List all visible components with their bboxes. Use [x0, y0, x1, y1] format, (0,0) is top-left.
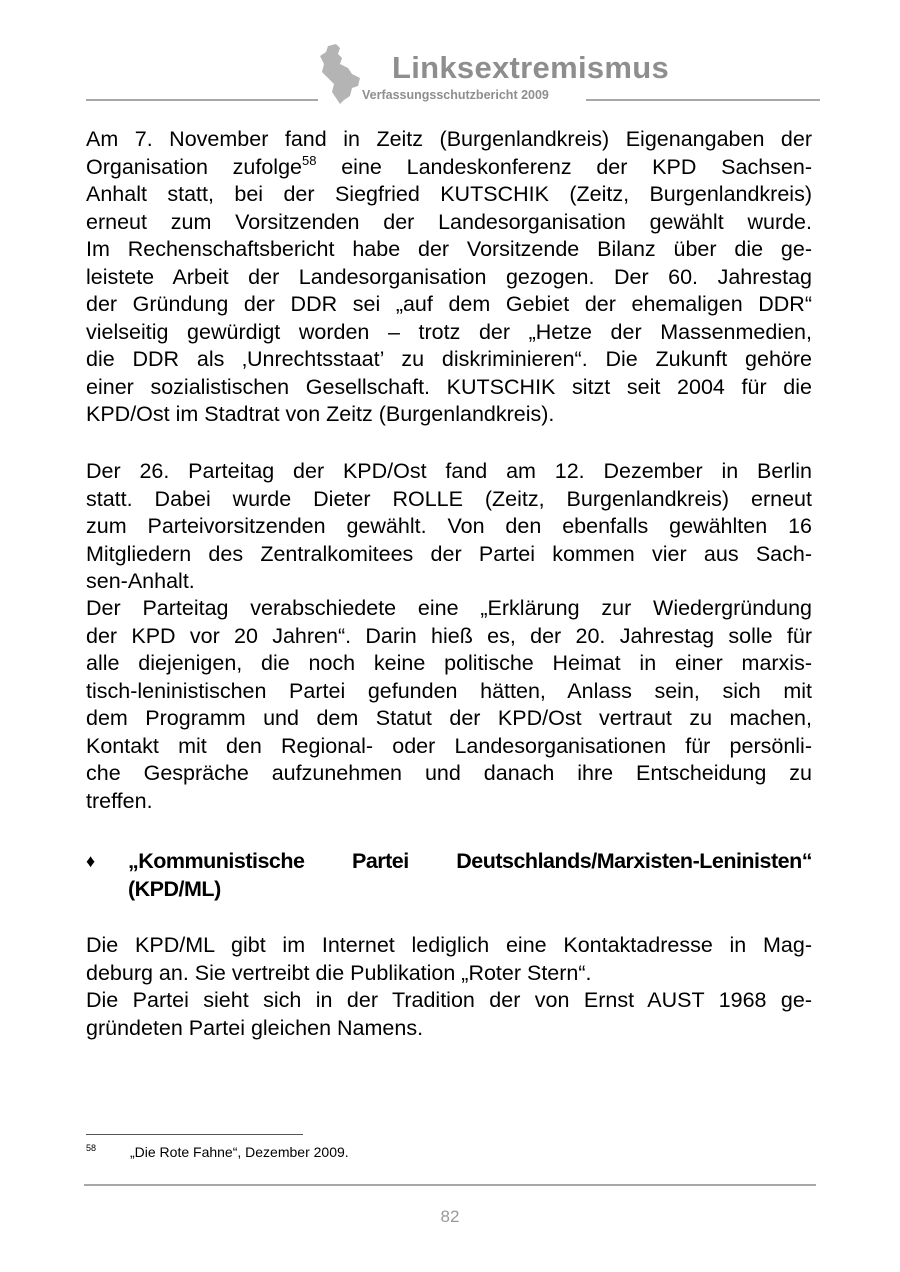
- paragraph-2: [86, 458, 812, 596]
- footer-rule: [84, 1184, 816, 1186]
- text-line: tisch-leninistischen Partei gefunden hätten, Anlass sein, sich mit: [86, 678, 812, 703]
- paragraph-3: [86, 595, 812, 815]
- header-rule-left: [86, 99, 318, 101]
- text-fragment: Organisation zufolge: [86, 154, 302, 179]
- text-line: che Gespräche aufzunehmen und danach ihre Entscheidung zu: [86, 761, 812, 785]
- heading-line: „Kommunistische Partei Deutschlands/Marxisten-Leninisten“: [128, 849, 812, 873]
- paragraph-4: [86, 932, 812, 987]
- text-line: leistete Arbeit der Landesorganisation gezogen. Der 60. Jahrestag: [86, 264, 812, 289]
- text-line: alle diejenigen, die noch keine politische Heimat in einer marxis-: [86, 651, 812, 675]
- text-line: vielseitig gewürdigt worden – trotz der „Hetze der Massenmedien,: [86, 319, 812, 344]
- paragraph-1: [86, 126, 812, 429]
- header-subtitle: Verfassungsschutzbericht 2009: [362, 88, 549, 102]
- text-line: Anhalt statt, bei der Siegfried KUTSCHIK (Zeitz, Burgenlandkreis): [86, 182, 812, 206]
- text-line: der Gründung der DDR sei „auf dem Gebiet der ehemaligen DDR“: [86, 292, 812, 316]
- text-line: Mitgliedern des Zentralkomitees der Partei kommen vier aus Sach-: [86, 541, 812, 566]
- text-line: statt. Dabei wurde Dieter ROLLE (Zeitz, Burgenlandkreis) erneut: [86, 486, 812, 511]
- text-line: der KPD vor 20 Jahren“. Darin hieß es, der 20. Jahrestag solle für: [86, 623, 812, 648]
- text-line: treffen.: [86, 788, 153, 813]
- text-line: zum Parteivorsitzenden gewählt. Von den ebenfalls gewählten 16: [86, 514, 812, 538]
- footnote-number: 58: [86, 1143, 97, 1153]
- text-line: Im Rechenschaftsbericht habe der Vorsitzende Bilanz über die ge-: [86, 237, 812, 261]
- text-line: dem Programm und dem Statut der KPD/Ost vertraut zu machen,: [86, 706, 812, 730]
- text-line: Der Parteitag verabschiedete eine „Erklärung zur Wiedergründung: [86, 596, 812, 620]
- text-line: gründeten Partei gleichen Namens.: [86, 1015, 424, 1040]
- text-line: die DDR als ‚Unrechtsstaat’ zu diskriminieren“. Die Zukunft gehöre: [86, 347, 812, 371]
- text-line: erneut zum Vorsitzenden der Landesorganisation gewählt wurde.: [86, 209, 812, 234]
- footnote-separator: [86, 1134, 303, 1135]
- saxony-anhalt-map-logo: [318, 42, 368, 106]
- text-line: sen-Anhalt.: [86, 569, 195, 593]
- heading-line: (KPD/ML): [128, 876, 221, 901]
- footnote-text: „Die Rote Fahne“, Dezember 2009.: [130, 1144, 349, 1160]
- text-fragment: eine Landeskonferenz der KPD Sachsen-: [316, 154, 812, 179]
- text-line: Der 26. Parteitag der KPD/Ost fand am 12. Dezember in Berlin: [86, 459, 812, 483]
- text-line: KPD/Ost im Stadtrat von Zeitz (Burgenlandkreis).: [86, 402, 555, 426]
- text-line: Die Partei sieht sich in der Tradition der von Ernst AUST 1968 ge-: [86, 988, 812, 1012]
- paragraph-5: [86, 987, 812, 1042]
- text-line: Am 7. November fand in Zeitz (Burgenlandkreis) Eigenangaben der: [86, 127, 812, 151]
- text-line: deburg an. Sie vertreibt die Publikation „Roter Stern“.: [86, 960, 592, 985]
- text-line: Kontakt mit den Regional- oder Landesorganisationen für persönli-: [86, 733, 812, 758]
- text-line: Die KPD/ML gibt im Internet lediglich eine Kontaktadresse in Mag-: [86, 933, 812, 957]
- header-title: Linksextremismus: [392, 50, 670, 85]
- footnote-ref[interactable]: 58: [302, 152, 317, 168]
- text-line: einer sozialistischen Gesellschaft. KUTSCHIK sitzt seit 2004 für die: [86, 374, 812, 399]
- diamond-bullet-icon: ♦: [86, 851, 95, 871]
- text-line: [86, 154, 812, 182]
- page-number: 82: [440, 1207, 460, 1226]
- header-rule-right: [586, 99, 820, 101]
